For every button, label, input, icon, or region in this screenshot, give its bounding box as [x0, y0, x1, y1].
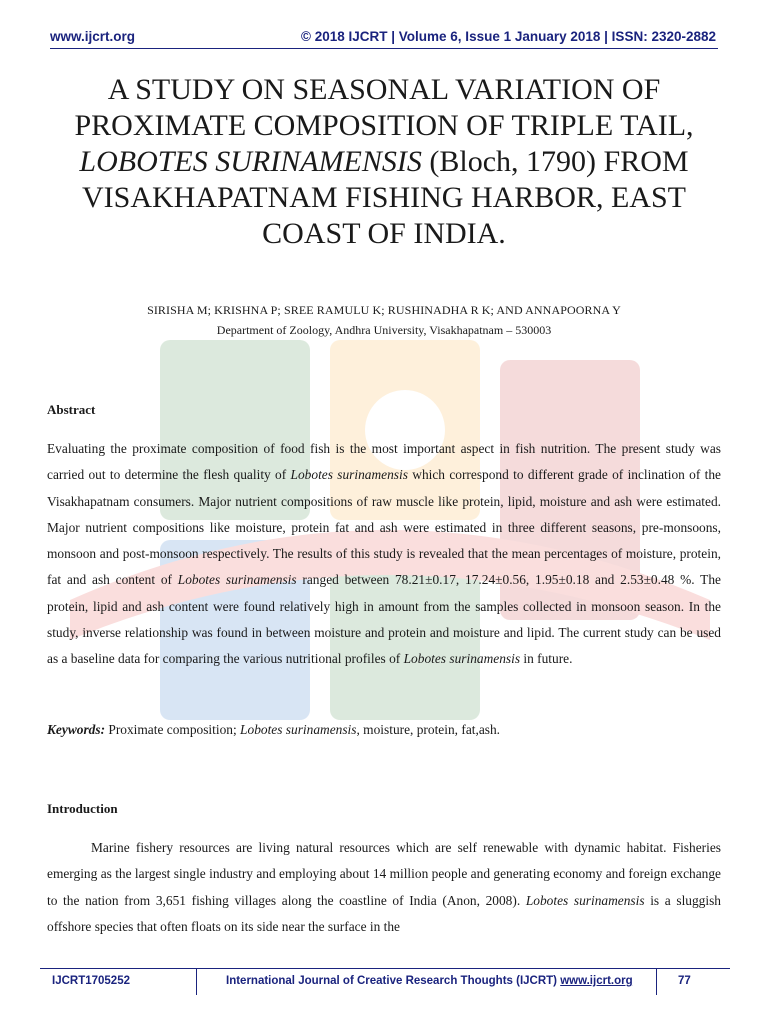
page-number: 77 — [678, 975, 691, 987]
keywords-text-2: , moisture, protein, fat,ash. — [356, 722, 501, 737]
author-list: SIRISHA M; KRISHNA P; SREE RAMULU K; RUSHINADHA R K; AND ANNAPOORNA Y — [147, 303, 621, 317]
paper-title — [50, 72, 718, 252]
intro-text-1: Marine fishery resources are living natural resources which are self renewable with dynamic habitat. Fisheries emerging as the largest single industry and employing about 14 million people and generating economy and foreign exchange to the nation from 3,651 fishing villages along the coastline of India (Anon, 2008). — [47, 840, 721, 908]
footer-journal-text: International Journal of Creative Research Thoughts (IJCRT) — [226, 975, 561, 987]
introduction-body — [47, 835, 721, 940]
affiliation: Department of Zoology, Andhra University, Visakhapatnam – 530003 — [216, 323, 552, 337]
running-footer — [40, 968, 730, 997]
abstract-text-3: ranged between 78.21±0.17, 17.24±0.56, 1.95±0.18 and 2.53±0.48 %. The protein, lipid and ash content were found relatively high in amount from the samples collected in monsoon season. In the study, inverse relationship was found in between moisture and protein and moisture and lipid. The current study can be used as a baseline data for comparing the various nutritional profiles of — [47, 572, 721, 667]
footer-divider-left — [196, 969, 197, 995]
title-part-1: A STUDY ON SEASONAL VARIATION OF PROXIMATE COMPOSITION OF TRIPLE TAIL, — [74, 73, 694, 142]
title-part-2: (Bloch, 1790) FROM VISAKHAPATNAM FISHING HARBOR, EAST COAST OF INDIA. — [82, 145, 689, 250]
introduction-heading: Introduction — [47, 801, 118, 816]
keywords-line — [47, 717, 721, 743]
footer-website-link[interactable]: www.ijcrt.org — [560, 975, 633, 987]
abstract-text-2: which correspond to different grade of inclination of the Visakhapatnam consumers. Major nutrient compositions of raw muscle like protein, lipid, moisture and ash were estimated. Major nutrient compositions like moisture, protein fat and ash were estimated in three different seasons, pre-monsoons, monsoon and post-monsoon respectively. The results of this study is revealed that the mean percentages of moisture, protein, fat and ash content of — [47, 467, 722, 588]
intro-text-2: is a sluggish offshore species that often floats on its side near the surface in the — [47, 892, 722, 934]
keywords-label: Keywords: — [47, 722, 106, 737]
abstract-species-1: Lobotes surinamensis — [290, 467, 408, 483]
abstract-species-2: Lobotes surinamensis — [177, 572, 297, 588]
abstract-text-4: in future. — [520, 651, 573, 667]
keywords-text-1: Proximate composition; — [105, 722, 241, 737]
header-issue-info: © 2018 IJCRT | Volume 6, Issue 1 January 2018 | ISSN: 2320-2882 — [301, 29, 716, 44]
footer-journal-name — [226, 975, 633, 987]
abstract-heading: Abstract — [47, 402, 96, 417]
abstract-text-1: Evaluating the proximate composition of food fish is the most important aspect in fish nutrition. The present study was carried out to determine the flesh quality of — [47, 441, 721, 483]
header-site: www.ijcrt.org — [50, 29, 136, 44]
footer-divider-right — [656, 969, 657, 995]
running-header — [50, 26, 718, 49]
footer-article-code: IJCRT1705252 — [52, 975, 130, 987]
keywords-species: Lobotes surinamensis — [240, 722, 357, 737]
abstract-body — [47, 436, 721, 673]
title-species: LOBOTES SURINAMENSIS — [79, 145, 422, 178]
intro-species: Lobotes surinamensis — [525, 892, 645, 908]
abstract-species-3: Lobotes surinamensis — [403, 651, 521, 667]
